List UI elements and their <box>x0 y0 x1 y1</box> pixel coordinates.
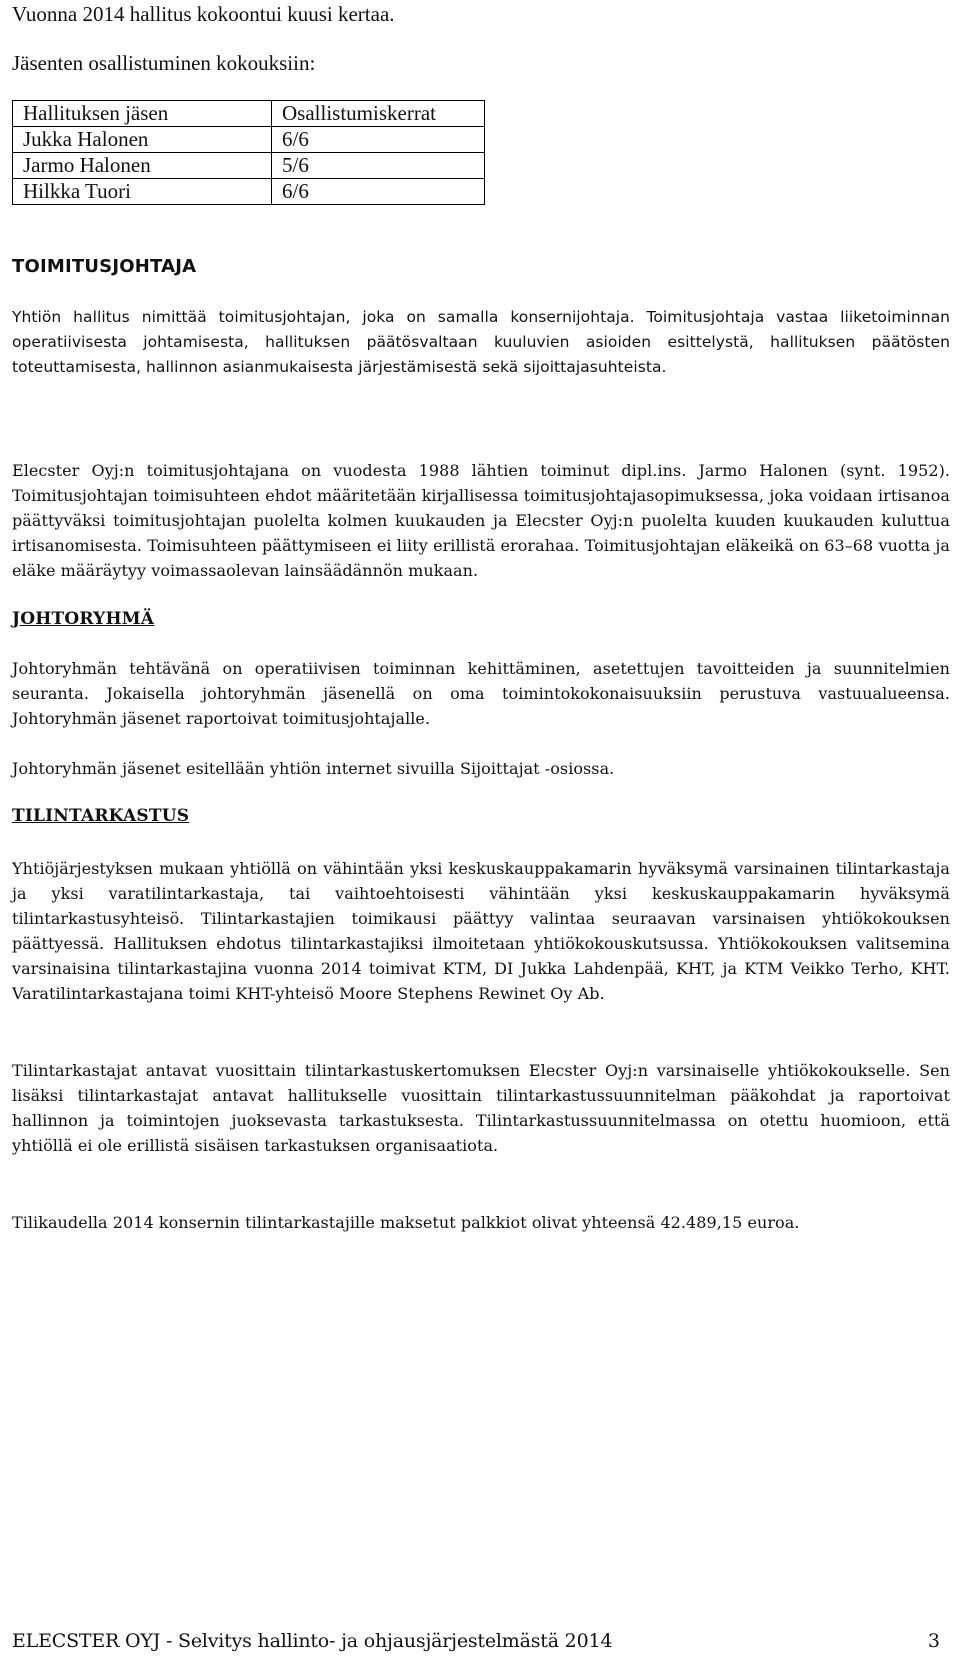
table-header-row <box>13 101 485 127</box>
attendance-title: Jäsenten osallistuminen kokouksiin: <box>12 51 316 75</box>
table-cell-member: Jukka Halonen <box>13 127 272 153</box>
management-paragraph-1: Johtoryhmän tehtävänä on operatiivisen toiminnan kehittäminen, asetettujen tavoitteiden ja suunnitelmien seuranta. Jokaisella johtoryhmän jäsenellä on oma toimintokokonaisuuksiin perustuva vastuualueensa. Johtoryhmän jäsenet raportoivat toimitusjohtajalle. <box>12 659 950 728</box>
audit-paragraph-1: Yhtiöjärjestyksen mukaan yhtiöllä on vähintään yksi keskuskauppakamarin hyväksymä varsinainen tilintarkastaja ja yksi varatilintarkastaja, tai vaihtoehtoisesti vähintään yksi keskuskauppakamarin hyväksymä tilintarkastusyhteisö. Tilintarkastajien toimikausi päättyy valintaa seuraavan varsinaisen yhtiökokouksen päättyessä. Hallituksen ehdotus tilintarkastajiksi ilmoitetaan yhtiökokouskutsussa. Yhtiökokouksen valitsemina varsinaisina tilintarkastajina vuonna 2014 toimivat KTM, DI Jukka Lahdenpää, KHT, ja KTM Veikko Terho, KHT. Varatilintarkastajana toimi KHT-yhteisö Moore Stephens Rewinet Oy Ab. <box>12 859 950 1003</box>
ceo-paragraph-2: Elecster Oyj:n toimitusjohtajana on vuodesta 1988 lähtien toiminut dipl.ins. Jarmo Halonen (synt. 1952). Toimitusjohtajan toimisuhteen ehdot määritetään kirjallisessa toimitusjohtajasopimuksessa, joka voidaan irtisanoa päättyväksi toimitusjohtajan puolelta kolmen kuukauden ja Elecster Oyj:n puolelta kuuden kuukauden kuluttua irtisanomisesta. Toimisuhteen päättymiseen ei liity erillistä erorahaa. Toimitusjohtajan eläkeikä on 63–68 vuotta ja eläke määräytyy voimassaolevan lainsäädännön mukaan. <box>12 461 950 580</box>
management-heading: JOHTORYHMÄ <box>12 609 155 629</box>
page-number: 3 <box>927 1630 940 1652</box>
audit-paragraph-3: Tilikaudella 2014 konsernin tilintarkastajille maksetut palkkiot olivat yhteensä 42.489,15 euroa. <box>12 1213 800 1232</box>
audit-paragraph-2: Tilintarkastajat antavat vuosittain tilintarkastuskertomuksen Elecster Oyj:n varsinaiselle yhtiökokoukselle. Sen lisäksi tilintarkastajat antavat hallitukselle vuosittain tilintarkastussuunnitelman pääkohdat ja raportoivat hallinnon ja toimintojen juoksevasta tarkastuksesta. Tilintarkastussuunnitelmassa on otettu huomioon, että yhtiöllä ei ole erillistä sisäisen tarkastuksen organisaatiota. <box>12 1061 950 1155</box>
audit-heading: TILINTARKASTUS <box>12 806 190 826</box>
management-paragraph-2: Johtoryhmän jäsenet esitellään yhtiön internet sivuilla Sijoittajat -osiossa. <box>12 759 615 778</box>
table-cell-member: Hilkka Tuori <box>13 179 272 205</box>
board-attendance-table <box>12 100 485 205</box>
meetings-text: Vuonna 2014 hallitus kokoontui kuusi kertaa. <box>12 2 395 26</box>
table-header-cell: Osallistumiskerrat <box>272 101 485 127</box>
table-row <box>13 179 485 205</box>
table-row <box>13 127 485 153</box>
table-cell-attendance: 6/6 <box>272 179 485 205</box>
table-cell-attendance: 6/6 <box>272 127 485 153</box>
table-header-cell: Hallituksen jäsen <box>13 101 272 127</box>
table-cell-member: Jarmo Halonen <box>13 153 272 179</box>
footer-title: ELECSTER OYJ - Selvitys hallinto- ja ohjausjärjestelmästä 2014 <box>12 1630 613 1652</box>
ceo-heading: TOIMITUSJOHTAJA <box>12 256 197 277</box>
table-row <box>13 153 485 179</box>
ceo-paragraph-1: Yhtiön hallitus nimittää toimitusjohtajan, joka on samalla konsernijohtaja. Toimitusjohtaja vastaa liiketoiminnan operatiivisesta johtamisesta, hallituksen päätösvaltaan kuuluvien asioiden esittelystä, hallituksen päätösten toteuttamisesta, hallinnon asianmukaisesta järjestämisestä sekä sijoittajasuhteista. <box>12 308 950 376</box>
table-cell-attendance: 5/6 <box>272 153 485 179</box>
